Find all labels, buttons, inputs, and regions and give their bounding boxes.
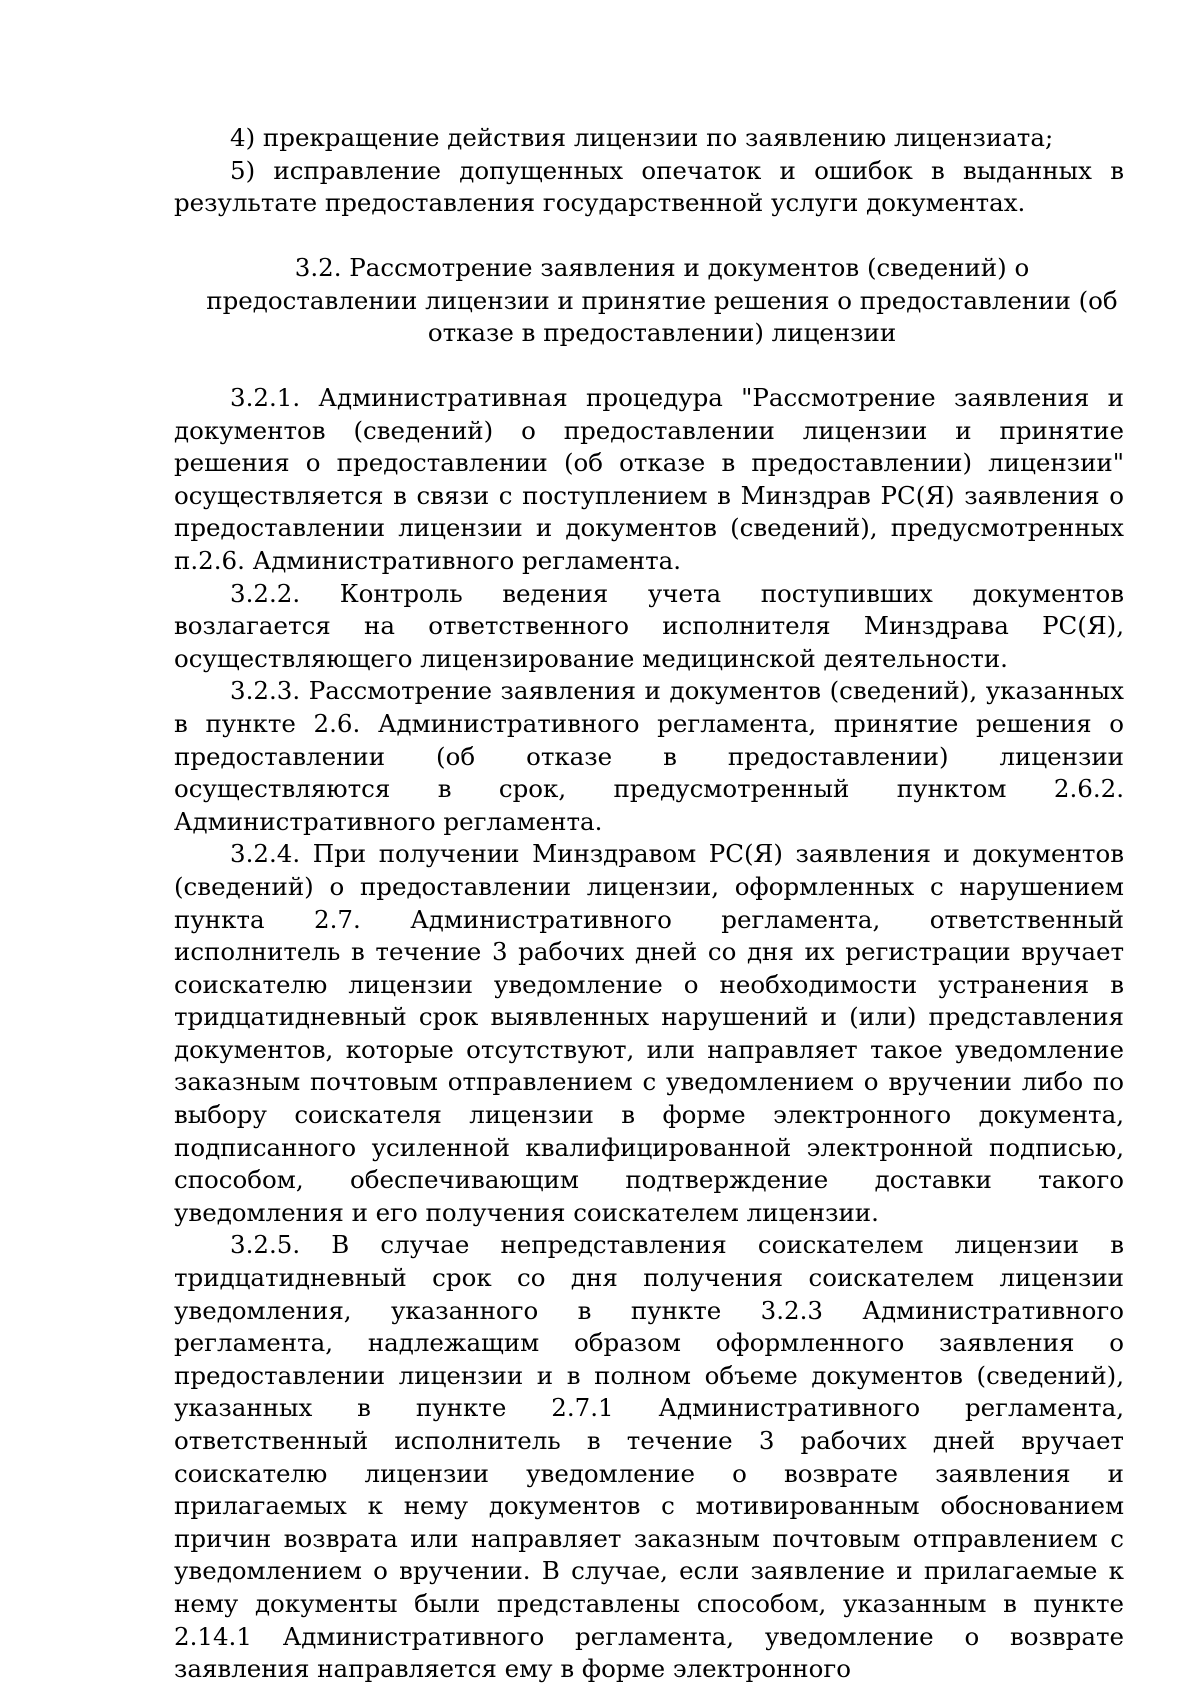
section-body bbox=[174, 382, 1124, 1686]
paragraph: 3.2.1. Административная процедура "Рассмотрение заявления и документов (сведений) о предоставлении лицензии и принятие решения о предоставлении (об отказе в предоставлении) лицензии" осуществляется в связи с поступлением в Минздрав РС(Я) заявления о предоставлении лицензии и документов (сведений), предусмотренных п.2.6. Административного регламента. bbox=[174, 383, 1124, 575]
paragraph: 3.2.3. Рассмотрение заявления и документов (сведений), указанных в пункте 2.6. Административного регламента, принятие решения о предоставлении (об отказе в предоставлении) лицензии осуществляются в срок, предусмотренный пунктом 2.6.2. Административного регламента. bbox=[174, 676, 1124, 836]
intro-list bbox=[174, 122, 1124, 220]
paragraph: 3.2.4. При получении Минздравом РС(Я) заявления и документов (сведений) о предоставлении лицензии, оформленных с нарушением пункта 2.7. Административного регламента, ответственный исполнитель в течение 3 рабочих дней со дня их регистрации вручает соискателю лицензии уведомление о необходимости устранения в тридцатидневный срок выявленных нарушений и (или) представления документов, которые отсутствуют, или направляет такое уведомление заказным почтовым отправлением с уведомлением о вручении либо по выбору соискателя лицензии в форме электронного документа, подписанного усиленной квалифицированной электронной подписью, способом, обеспечивающим подтверждение доставки такого уведомления и его получения соискателем лицензии. bbox=[174, 839, 1124, 1227]
list-item: 5) исправление допущенных опечаток и ошибок в выданных в результате предоставления государственной услуги документах. bbox=[174, 155, 1124, 218]
paragraph: 3.2.5. В случае непредставления соискателем лицензии в тридцатидневный срок со дня получения соискателем лицензии уведомления, указанного в пункте 3.2.3 Административного регламента, надлежащим образом оформленного заявления о предоставлении лицензии и в полном объеме документов (сведений), указанных в пункте 2.7.1 Административного регламента, ответственный исполнитель в течение 3 рабочих дней вручает соискателю лицензии уведомление о возврате заявления и прилагаемых к нему документов с мотивированным обоснованием причин возврата или направляет заказным почтовым отправлением с уведомлением о вручении. В случае, если заявление и прилагаемые к нему документы были представлены способом, указанным в пункте 2.14.1 Административного регламента, уведомление о возврате заявления направляется ему в форме электронного bbox=[174, 1230, 1124, 1684]
section-heading: 3.2. Рассмотрение заявления и документов (сведений) о предоставлении лицензии и принятие решения о предоставлении (об отказе в предоставлении) лицензии bbox=[206, 253, 1118, 348]
paragraph: 3.2.2. Контроль ведения учета поступивших документов возлагается на ответственного исполнителя Минздрава РС(Я), осуществляющего лицензирование медицинской деятельности. bbox=[174, 578, 1124, 673]
list-item: 4) прекращение действия лицензии по заявлению лицензиата; bbox=[230, 123, 1054, 152]
